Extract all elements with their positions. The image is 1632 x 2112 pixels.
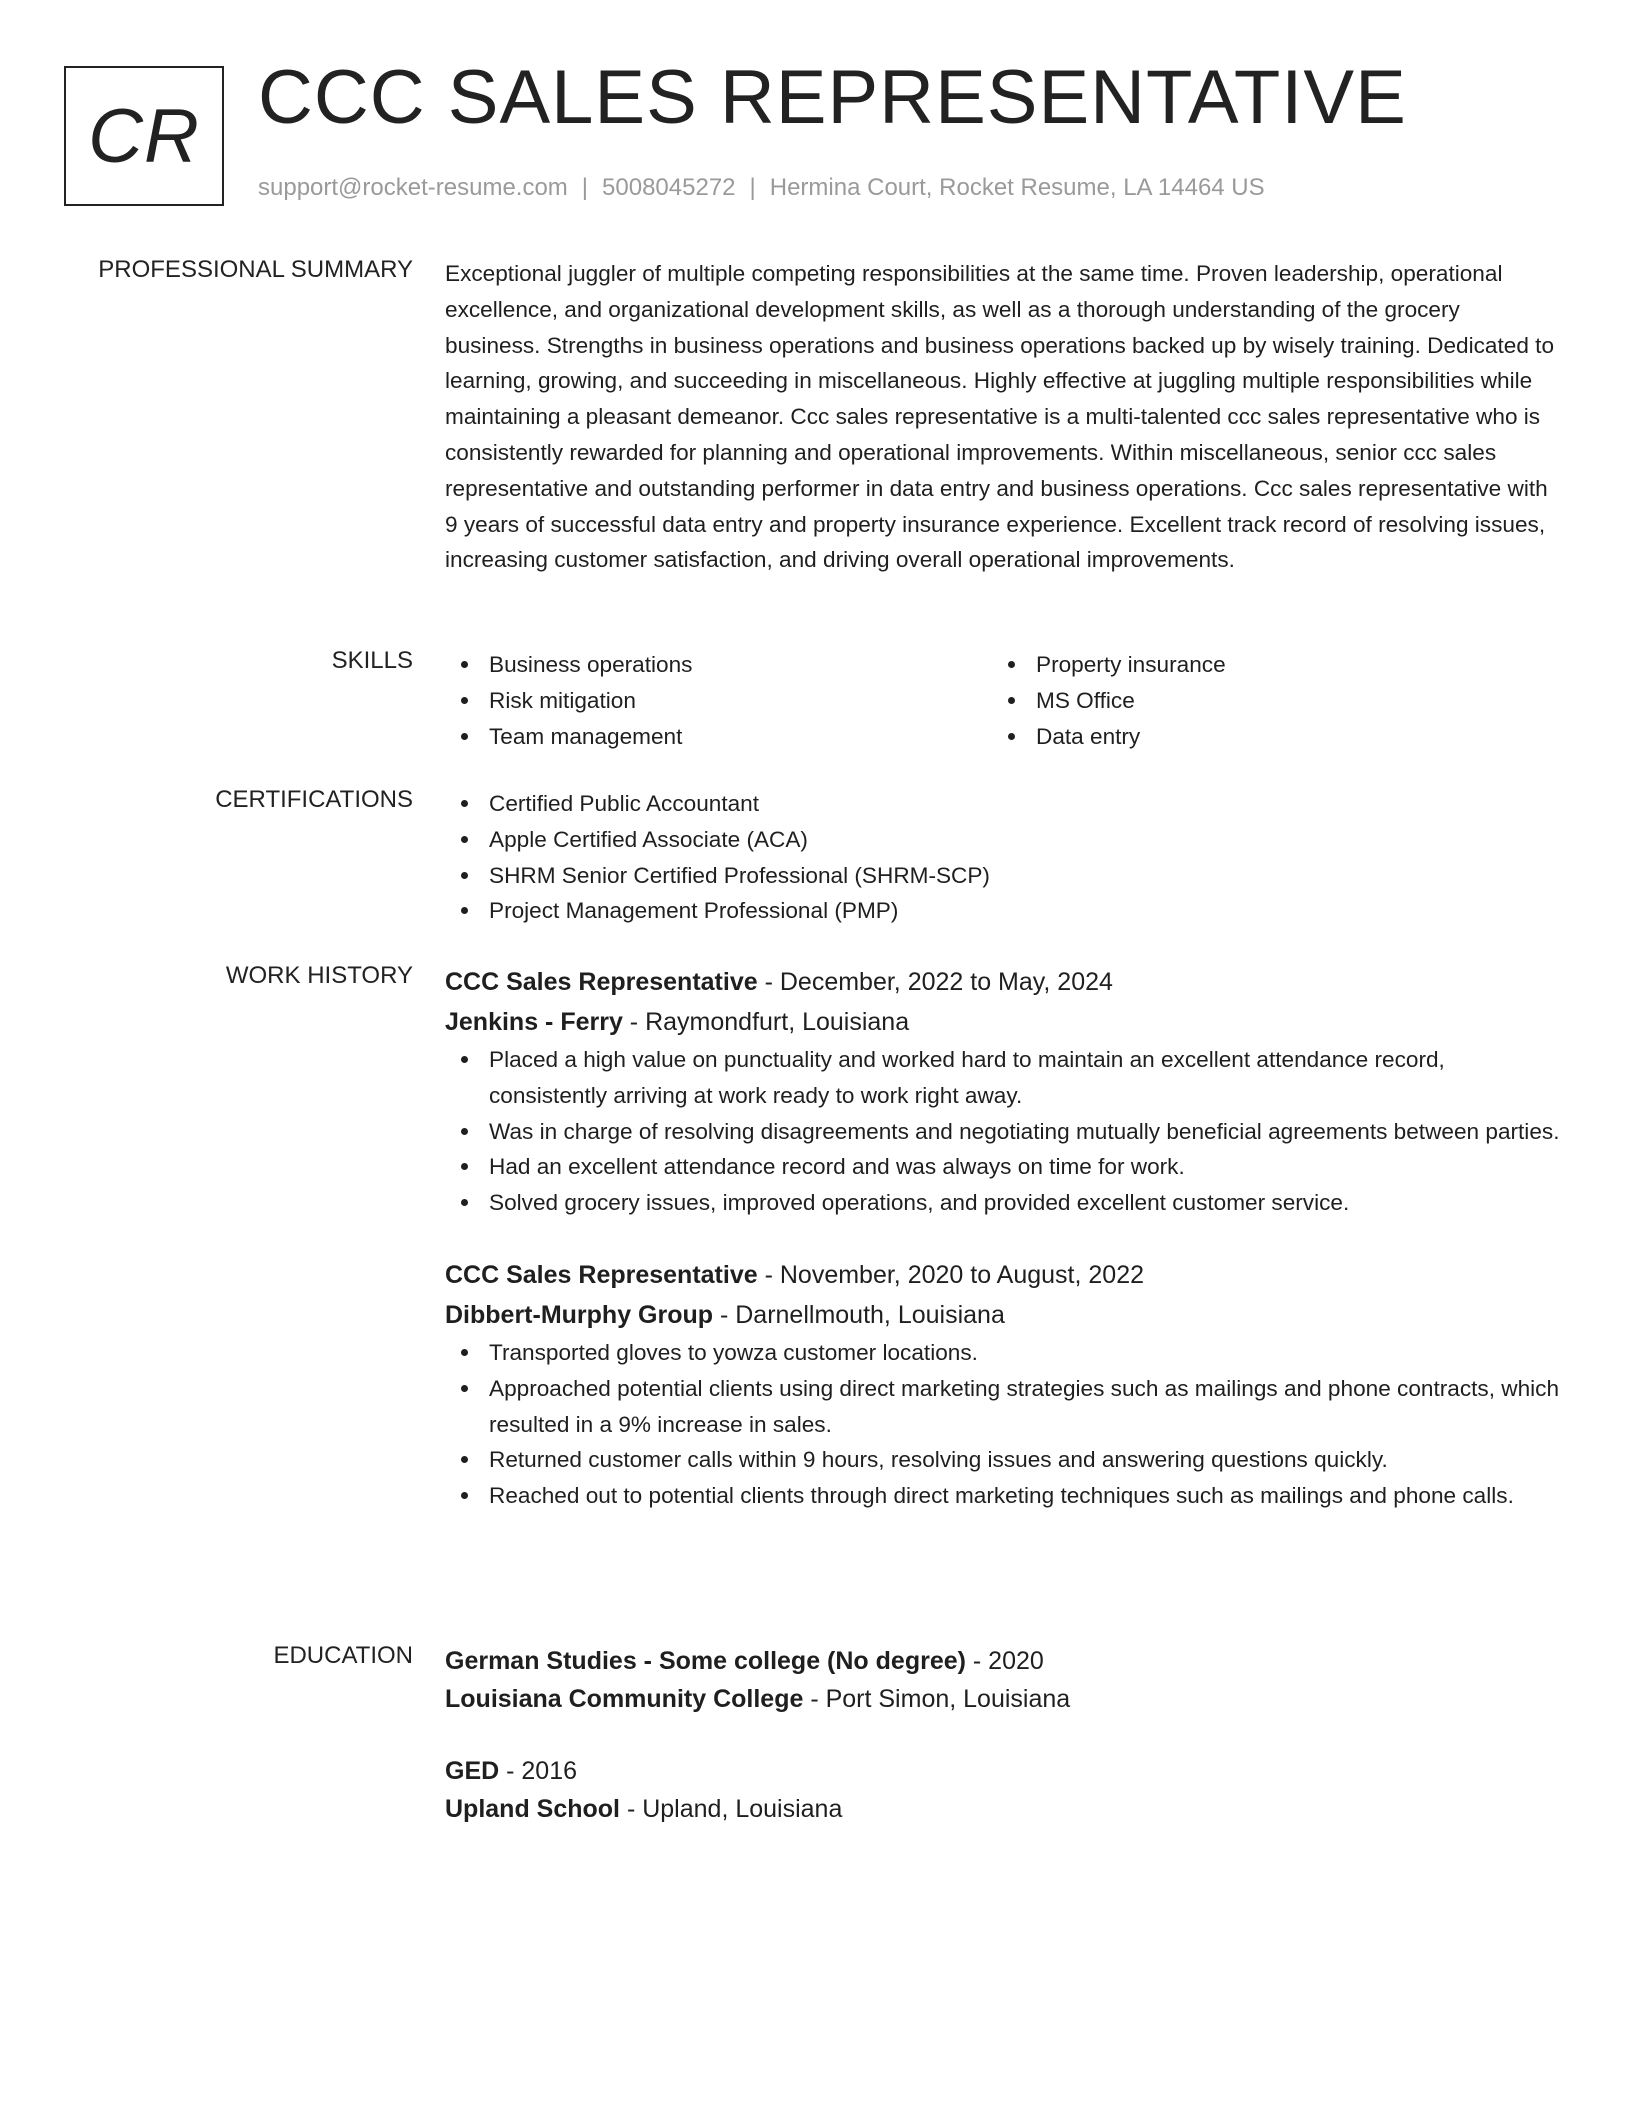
job-company-line [445,1002,1560,1042]
job-bullet: Had an excellent attendance record and was always on time for work. [445,1149,1560,1185]
job-bullet: Solved grocery issues, improved operations, and provided excellent customer service. [445,1185,1560,1221]
job-title-line [445,1255,1560,1295]
job-title-line [445,962,1560,1002]
candidate-name: CCC SALES REPRESENTATIVE [258,55,1407,140]
skill-item: Risk mitigation [445,683,992,719]
separator: | [749,174,756,201]
education-degree: German Studies - Some college (No degree) [445,1647,966,1675]
education-entry [445,1752,1560,1828]
certifications-body [445,786,1560,929]
contact-line [258,174,1265,202]
job-bullet: Returned customer calls within 9 hours, resolving issues and answering questions quickly. [445,1442,1560,1478]
section-label-work-history: WORK HISTORY [225,962,413,989]
phone[interactable]: 5008045272 [602,174,736,201]
education-school-line [445,1680,1560,1718]
section-label-education: EDUCATION [273,1642,413,1669]
education-degree: GED [445,1757,500,1785]
skills-column-1 [445,647,992,754]
job-location: - Raymondfurt, Louisiana [622,1008,910,1036]
job-bullet: Approached potential clients using direct marketing strategies such as mailings and phone contracts, which resulted in a 9% increase in sales. [445,1371,1560,1443]
education-location: - Port Simon, Louisiana [803,1685,1071,1713]
job-bullets [445,1042,1560,1221]
job-bullet: Placed a high value on punctuality and worked hard to maintain an excellent attendance record, consistently arriving at work ready to work right away. [445,1042,1560,1114]
certification-item: Certified Public Accountant [445,786,1560,822]
summary-body [445,256,1560,578]
job-location: - Darnellmouth, Louisiana [713,1300,1005,1329]
skill-item: Business operations [445,647,992,683]
job-company-line [445,1295,1560,1335]
education-year: - 2020 [965,1647,1044,1675]
section-label-certifications: CERTIFICATIONS [215,786,413,813]
education-year: - 2016 [499,1757,578,1785]
job-entry [445,1255,1560,1514]
education-body [445,1642,1560,1828]
job-company: Jenkins - Ferry [445,1008,623,1036]
section-label-skills: SKILLS [331,647,413,674]
education-degree-line [445,1642,1560,1680]
skill-item: Property insurance [992,647,1539,683]
education-entry [445,1642,1560,1718]
job-bullet: Reached out to potential clients through direct marketing techniques such as mailings and phone calls. [445,1478,1560,1514]
job-title: CCC Sales Representative [445,1260,758,1289]
job-bullets [445,1335,1560,1514]
skills-body [445,647,1560,754]
skill-item: MS Office [992,683,1539,719]
certification-item: SHRM Senior Certified Professional (SHRM-SCP) [445,858,1560,894]
skill-item: Team management [445,719,992,755]
job-bullet: Transported gloves to yowza customer locations. [445,1335,1560,1371]
address: Hermina Court, Rocket Resume, LA 14464 US [769,174,1265,201]
education-location: - Upland, Louisiana [620,1795,843,1823]
education-degree-line [445,1752,1560,1790]
job-company: Dibbert-Murphy Group [445,1300,714,1329]
education-school-line [445,1790,1560,1828]
section-label-summary: PROFESSIONAL SUMMARY [98,256,413,283]
skill-item: Data entry [992,719,1539,755]
certification-item: Apple Certified Associate (ACA) [445,822,1560,858]
job-bullet: Was in charge of resolving disagreements and negotiating mutually beneficial agreements between parties. [445,1114,1560,1150]
certification-item: Project Management Professional (PMP) [445,893,1560,929]
monogram-logo: CR [64,66,224,206]
job-entry [445,962,1560,1221]
summary-text: Exceptional juggler of multiple competing responsibilities at the same time. Proven leadership, operational excellence, and organizational development skills, as well as a thorough understanding of the grocery business. Strengths in business operations and business operations backed up by wisely training. Dedicated to learning, growing, and succeeding in miscellaneous. Highly effective at juggling multiple responsibilities while maintaining a pleasant demeanor. Ccc sales representative is a multi-talented ccc sales representative who is consistently rewarded for planning and operational improvements. Within miscellaneous, senior ccc sales representative and outstanding performer in data entry and business operations. Ccc sales representative with 9 years of successful data entry and property insurance experience. Excellent track record of resolving issues, increasing customer satisfaction, and driving overall operational improvements. [445,261,1555,573]
email[interactable]: support@rocket-resume.com [258,174,568,201]
separator: | [581,174,589,201]
job-dates: - November, 2020 to August, 2022 [757,1260,1145,1289]
education-school: Upland School [445,1795,620,1823]
work-history-body [445,962,1560,1514]
skills-column-2 [992,647,1539,754]
job-dates: - December, 2022 to May, 2024 [757,968,1113,996]
job-title: CCC Sales Representative [445,968,758,996]
education-school: Louisiana Community College [445,1685,804,1713]
certifications-list [445,786,1560,929]
